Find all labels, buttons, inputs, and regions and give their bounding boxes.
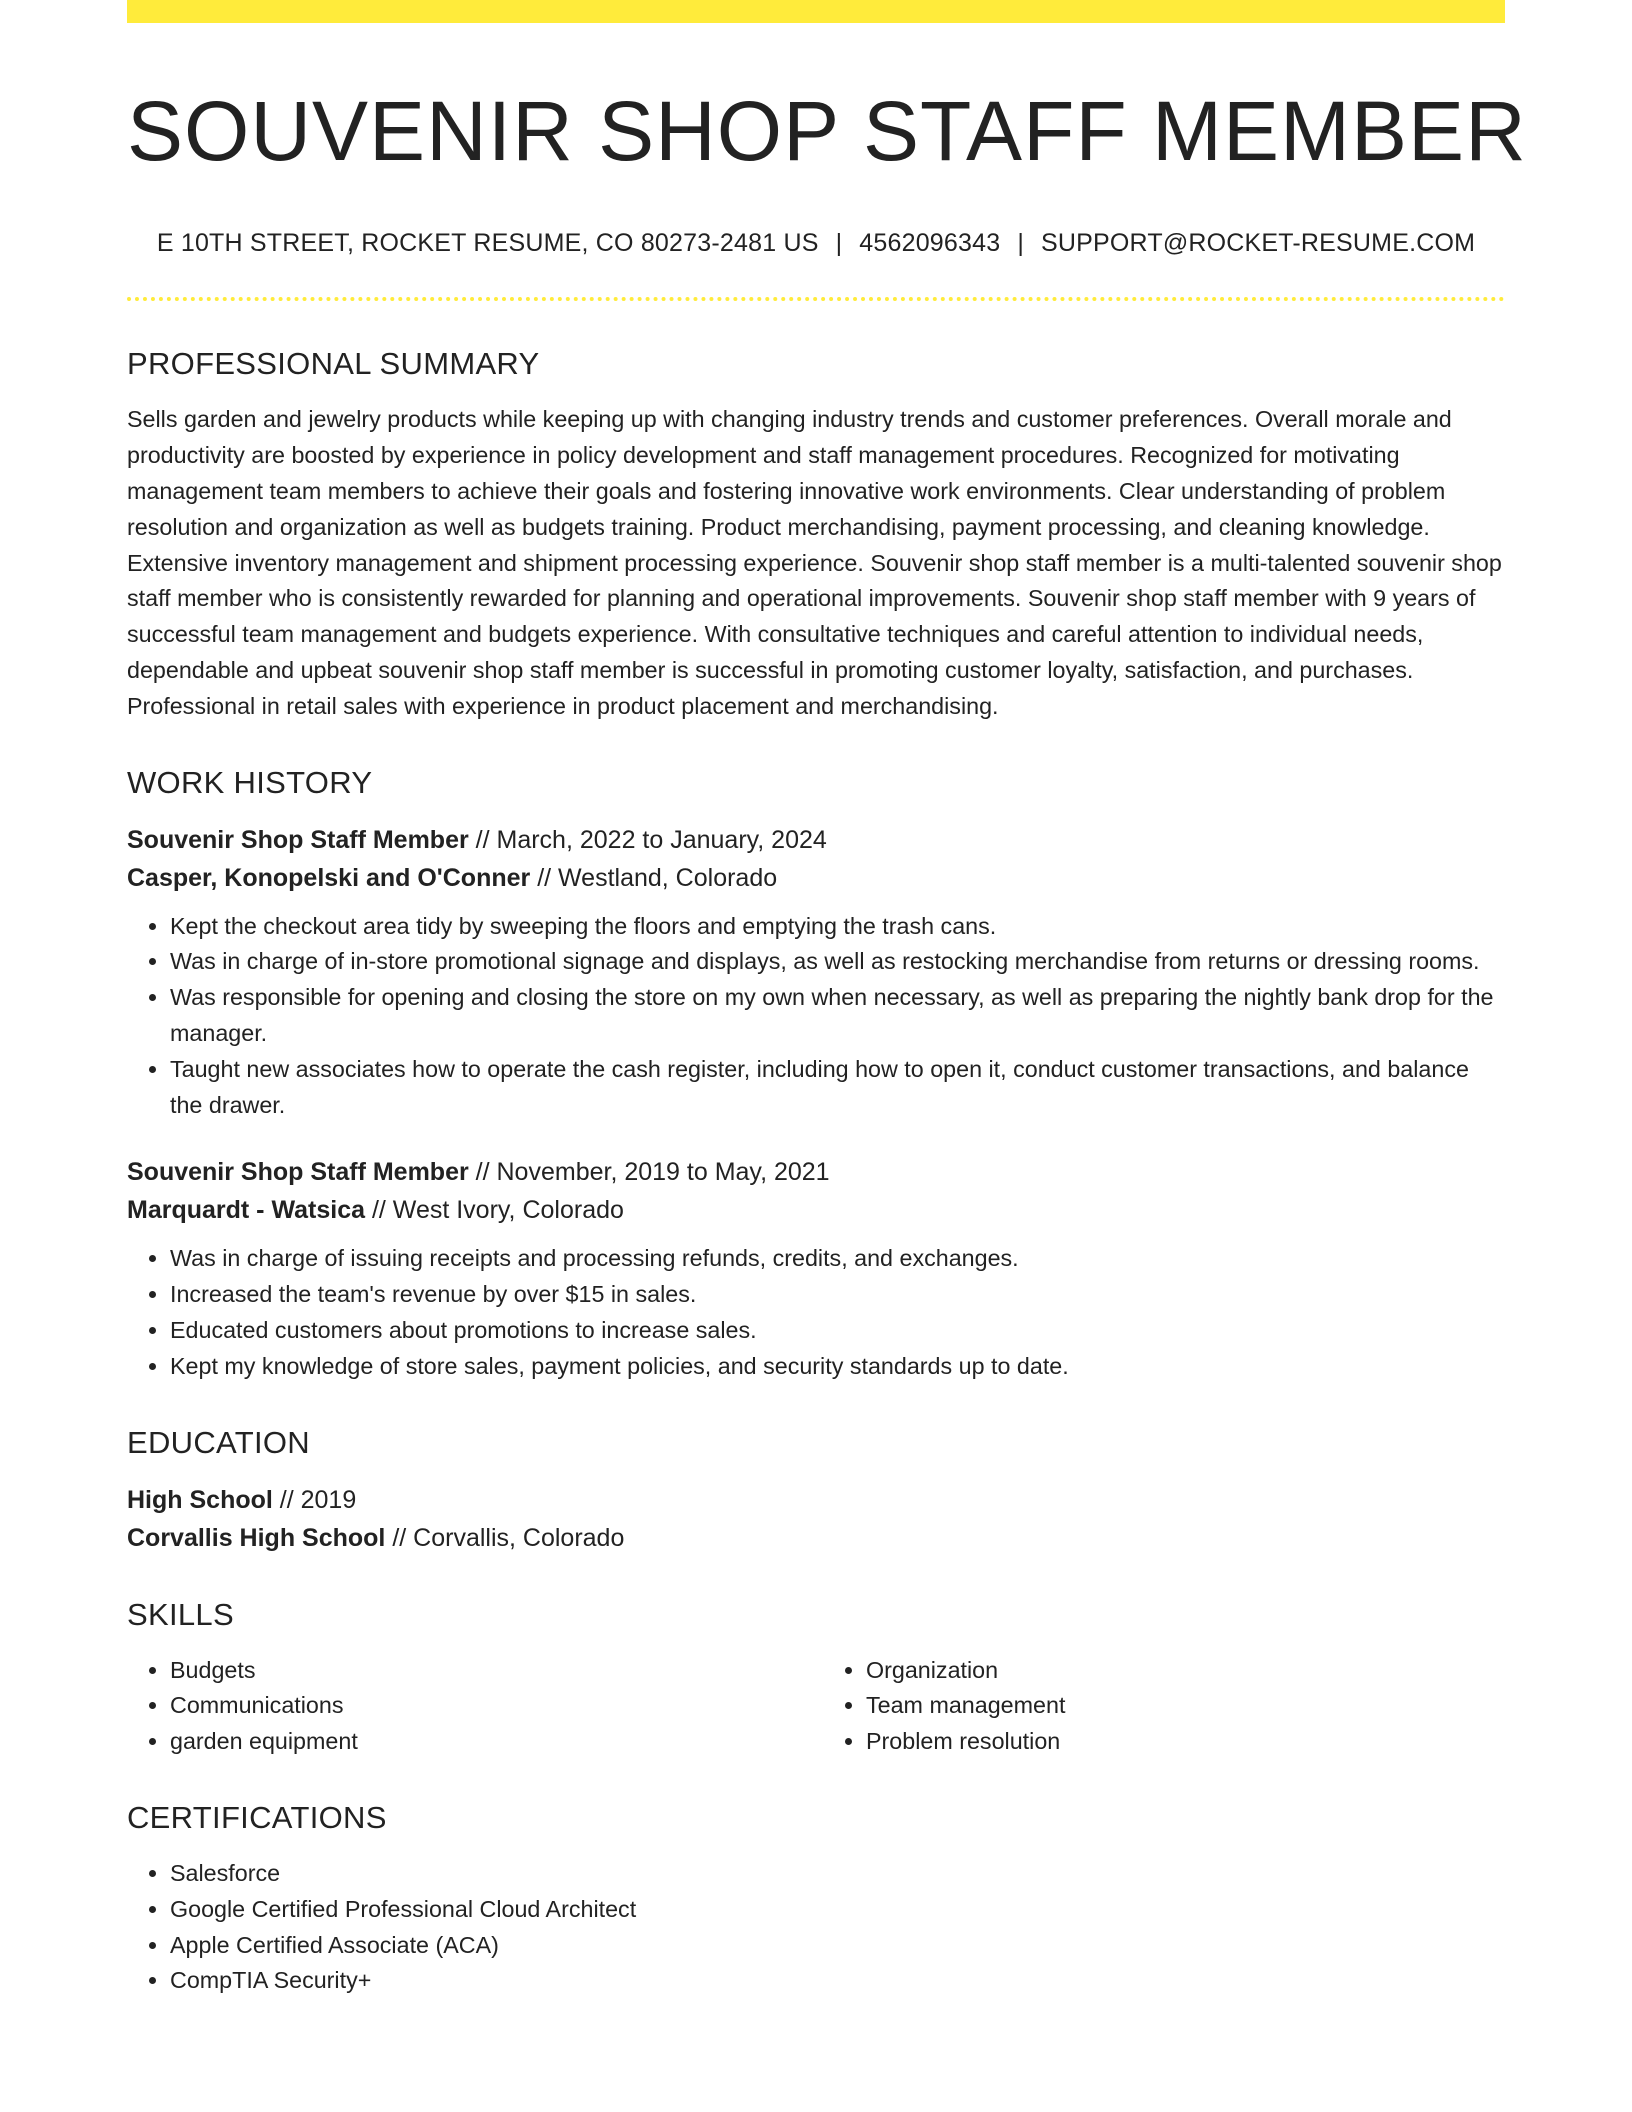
contact-address: E 10TH STREET, ROCKET RESUME, CO 80273-2481 US <box>156 229 819 258</box>
contact-line <box>127 229 1505 258</box>
job-bullet: • Was responsible for opening and closing the store on my own when necessary, as well as preparing the nightly bank drop for the manager. <box>170 980 1505 1052</box>
skill-item: • Problem resolution <box>866 1724 1505 1760</box>
skill-item: • garden equipment <box>170 1724 816 1760</box>
work-history-title: WORK HISTORY <box>127 764 373 800</box>
skills-title: SKILLS <box>127 1596 234 1632</box>
job-bullet: • Educated customers about promotions to increase sales. <box>170 1313 1505 1349</box>
job-role: Souvenir Shop Staff Member <box>127 1158 469 1187</box>
job-location: // Westland, Colorado <box>530 863 778 892</box>
summary-text: Sells garden and jewelry products while keeping up with changing industry trends and customer preferences. Overall morale and productivity are boosted by experience in policy development and staff management procedures. Recognized for motivating management team members to achieve their goals and fostering innovative work environments. Clear understanding of problem resolution and organization as well as budgets training. Product merchandising, payment processing, and cleaning knowledge. Extensive inventory management and shipment processing experience. Souvenir shop staff member is a multi-talented souvenir shop staff member who is consistently rewarded for planning and operational improvements. Souvenir shop staff member with 9 years of successful team management and budgets experience. With consultative techniques and careful attention to individual needs, dependable and upbeat souvenir shop staff member is successful in promoting customer loyalty, satisfaction, and purchases. Professional in retail sales with experience in product placement and merchandising. <box>127 406 1502 719</box>
job-bullet: • Taught new associates how to operate the cash register, including how to open it, conduct customer transactions, and balance the drawer. <box>170 1052 1505 1124</box>
job-dates: // November, 2019 to May, 2021 <box>468 1158 830 1187</box>
education-school: Corvallis High School <box>127 1523 386 1552</box>
job-bullets <box>127 1241 1505 1384</box>
job-bullet: • Was in charge of in-store promotional signage and displays, as well as restocking merchandise from returns or dressing rooms. <box>170 944 1505 980</box>
job-bullet: • Kept my knowledge of store sales, payment policies, and security standards up to date. <box>170 1349 1505 1385</box>
skills-left-column <box>127 1653 816 1760</box>
dotted-divider <box>127 297 1505 301</box>
job-company: Marquardt - Watsica <box>127 1196 366 1225</box>
certifications-list <box>127 1856 1505 1999</box>
education-title: EDUCATION <box>127 1424 310 1460</box>
contact-email: SUPPORT@ROCKET-RESUME.COM <box>1041 229 1476 258</box>
job-entry <box>127 1153 1505 1384</box>
skill-item: • Team management <box>866 1688 1505 1724</box>
education-degree: High School <box>127 1485 273 1514</box>
contact-phone: 4562096343 <box>859 229 1001 258</box>
job-location: // West Ivory, Colorado <box>365 1196 624 1225</box>
job-company-line <box>127 859 1505 897</box>
education-school-line <box>127 1519 1505 1557</box>
job-entry <box>127 821 1505 1124</box>
job-company-line <box>127 1191 1505 1229</box>
certification-item: • Salesforce <box>170 1856 1505 1892</box>
job-role-line <box>127 821 1505 859</box>
education-year: // 2019 <box>272 1485 357 1514</box>
resume-name: SOUVENIR SHOP STAFF MEMBER <box>127 84 1527 178</box>
skill-item: • Communications <box>170 1688 816 1724</box>
job-bullet: • Was in charge of issuing receipts and processing refunds, credits, and exchanges. <box>170 1241 1505 1277</box>
job-bullet: • Increased the team's revenue by over $15 in sales. <box>170 1277 1505 1313</box>
summary-title: PROFESSIONAL SUMMARY <box>127 346 540 382</box>
certifications-title: CERTIFICATIONS <box>127 1799 387 1835</box>
certification-item: • CompTIA Security+ <box>170 1963 1505 1999</box>
skills-columns <box>127 1653 1505 1760</box>
job-role-line <box>127 1153 1505 1191</box>
certification-item: • Apple Certified Associate (ACA) <box>170 1928 1505 1964</box>
job-bullet: • Kept the checkout area tidy by sweeping the floors and emptying the trash cans. <box>170 909 1505 945</box>
job-company: Casper, Konopelski and O'Conner <box>127 863 531 892</box>
job-role: Souvenir Shop Staff Member <box>127 825 469 854</box>
work-history-section <box>127 765 1505 1385</box>
education-location: // Corvallis, Colorado <box>385 1523 625 1552</box>
skill-item: • Budgets <box>170 1653 816 1689</box>
job-bullets <box>127 909 1505 1124</box>
skills-right-column <box>816 1653 1505 1760</box>
skill-item: • Organization <box>866 1653 1505 1689</box>
certifications-section <box>127 1800 1505 1999</box>
job-dates: // March, 2022 to January, 2024 <box>468 825 827 854</box>
education-degree-line <box>127 1481 1505 1519</box>
education-section <box>127 1425 1505 1557</box>
top-accent-bar <box>127 0 1505 23</box>
skills-section <box>127 1597 1505 1760</box>
contact-separator: | <box>1017 229 1025 258</box>
contact-separator: | <box>835 229 843 258</box>
certification-item: • Google Certified Professional Cloud Architect <box>170 1892 1505 1928</box>
